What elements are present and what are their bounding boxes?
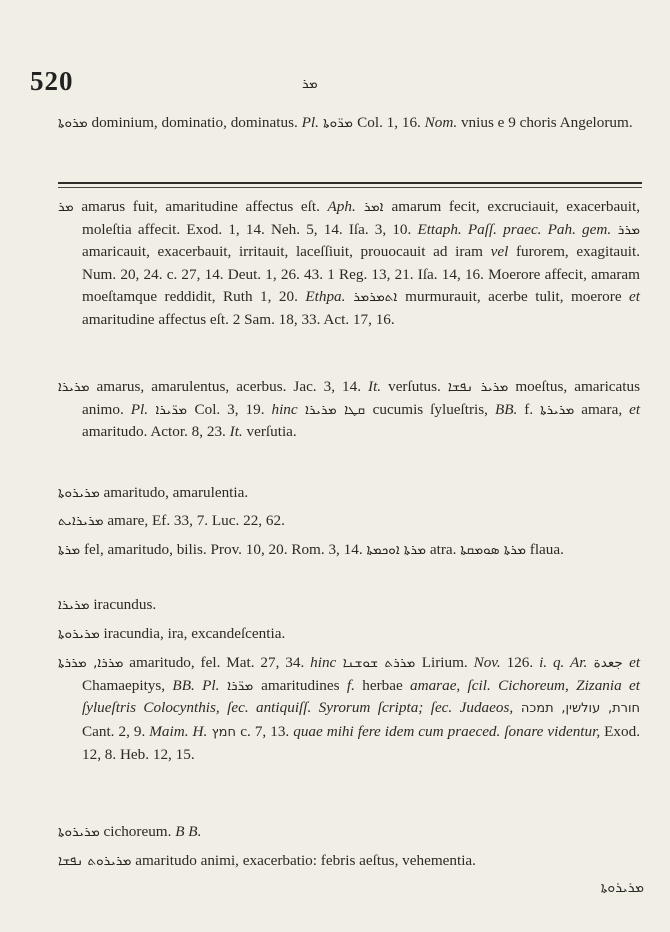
source-abbrev: Maim. H. [149,722,208,740]
conjunction: vel [490,243,509,261]
dictionary-entry [58,482,640,505]
grammar-label: Nom. [424,114,458,131]
entry-text: verſutus. [381,378,448,395]
entry-text: moeſtus, amaricatus animo. [82,378,641,418]
grammar-label: Ethpa. [305,288,346,306]
entry-text: Chamaepitys, [82,676,173,694]
entry-text: Cant. 2, 9. [82,722,150,740]
source-abbrev: BB. [494,400,518,418]
entry-text: amarum fecit, excruciauit, exacerbauit, moleſtia affecit. Exod. 1, 14. Neh. 5, 14. Iſa. 3, 10. [82,198,641,238]
dictionary-entry [58,623,640,646]
dictionary-entry [58,376,640,444]
syriac-form: ܡܪܬܐ ܐܘܟܡܬܐ [366,542,427,558]
entry-headword: ܡܪܝܪܘܬܐ [58,626,100,642]
entry-text: herbae [354,676,411,694]
dictionary-entry [58,112,640,135]
syriac-form: ܡܪܪܬ ܫܘܫܢܐ [336,655,422,671]
entry-text: amaritudo, amarulentia. [99,484,249,501]
entry-text: amaritudo animi, exacerbatio: febris aeſtus, vehementia. [131,852,476,869]
running-head: ܡܪ [302,76,318,92]
hebrew-form: חמץ [207,724,241,740]
syriac-form: ܡܪ̈ܘܬܐ [318,115,358,131]
conjunction: et [629,654,641,671]
entry-text: amaritudo, fel. Mat. 27, 34. [123,654,311,671]
entry-headword: ܡܪܬܐ [58,542,81,558]
grammar-label: Pl. [202,676,220,694]
entry-text: amaricauit, exacerbauit, irritauit, laceſſiuit, prouocauit ad iram [82,243,491,261]
dictionary-entry [58,196,640,332]
entry-headword: ܡܪܪܐ, ܡܪܪܬܐ [58,655,124,671]
dictionary-entry [58,821,640,844]
entry-text: f. [517,400,541,418]
entry-text: Col. 1, 16. [357,114,425,131]
italic-gloss: amarae, ſcil. Cichoreum, Zizania et ſylueſtris Colocynthis, ſec. antiquiſſ. Syrorum ſcripta; ſec. Judaeos, [82,676,640,717]
entry-headword: ܡܪܘܬܐ [58,115,88,131]
grammar-label: It. [368,378,382,395]
dictionary-entry [58,594,640,617]
conjunction: et [629,400,641,418]
entry-headword: ܡܪܝܪܐ [58,379,90,395]
grammar-label: Aph. [327,198,356,215]
entry-text: cucumis ſylueſtris, [372,400,495,418]
grammar-label: i. q. Ar. [539,654,588,671]
syriac-form: ܡܪܬܐ ܣܘܡܩܬܐ [460,542,526,558]
source-abbrev: Nov. [473,654,501,671]
dictionary-entry [58,652,640,767]
entry-headword: ܡܪ [58,199,74,215]
entry-text: amarus fuit, amaritudine affectus eſt. [73,198,328,215]
entry-text: 126. [500,654,540,671]
syriac-form: ܩܛܐ ܡܪܝܪܐ [297,401,373,418]
page-number: 520 [30,66,74,96]
grammar-label: hinc [271,400,298,418]
source-abbrev: B B. [175,823,202,840]
syriac-form: ܡܪܝܪܬܐ [540,401,575,418]
catchword: ܡܪܝܪܘܬܐ [600,880,644,896]
grammar-label: Ettaph. Paſſ. praec. Pah. gem. [417,220,612,238]
entry-text: fel, amaritudo, bilis. Prov. 10, 20. Rom. 3, 14. [80,541,367,558]
syriac-form: ܡܪ̈ܪܐ [219,677,262,694]
syriac-form: ܡܪܝܪ ܢܦܫܐ [447,379,509,395]
entry-headword: ܡܪܝܪܐ [58,597,90,613]
syriac-form: ܐܡܪ [355,199,392,215]
arabic-form: جعدة [587,655,630,671]
entry-text: Exod. 12, 8. Heb. 12, 15. [82,722,640,764]
entry-text: verſutia. [242,423,297,441]
entry-text: amara, [574,400,630,418]
syriac-form: ܡܪ̈ܝܪܐ [148,401,195,418]
dictionary-entry [58,539,640,562]
separator-rule [58,187,642,188]
entry-text: flaua. [525,541,564,558]
italic-gloss: quae mihi fere idem cum praeced. ſonare videntur, [293,722,601,740]
entry-text: furorem, exagitauit. Num. 20, 24. c. 27, 14. Deut. 1, 26. 43. 1 Reg. 13, 21. Iſa. 14, 16. Moerore affecit, amaram moeſtamque reddidit, Ruth 1, 20. [82,243,641,306]
entry-text: iracundus. [89,596,157,613]
conjunction: et [629,288,640,306]
entry-text: amarus, amarulentus, acerbus. Jac. 3, 14. [89,378,369,395]
syriac-form: ܐܬܡܪܡܪ [345,289,406,306]
hebrew-form: חורת, עולשין, תמכה [513,701,640,717]
entry-headword: ܡܪܝܪܘܬܐ [58,824,100,840]
entry-text: Lirium. [421,654,474,671]
grammar-label: Pl. [301,114,319,131]
entry-text: amaritudo. Actor. 8, 23. [82,423,230,441]
entry-headword: ܡܪܝܪܐܝܬ [58,513,104,529]
entry-text: Col. 3, 19. [194,400,272,418]
dictionary-entry [58,510,640,533]
grammar-label: It. [229,423,243,441]
entry-text: murmurauit, acerbe tulit, moerore [405,288,630,306]
syriac-form: ܡܪܪ [611,221,641,238]
entry-text: vnius e 9 choris Angelorum. [457,114,633,131]
source-abbrev: BB. [172,676,195,694]
dictionary-entry [58,850,640,873]
entry-headword: ܡܪܝܪܘܬ ܢܦܫܐ [58,853,132,869]
entry-headword: ܡܪܝܪܘܬܐ [58,485,100,501]
entry-text: cichoreum. [99,823,176,840]
entry-text: amaritudine affectus eſt. 2 Sam. 18, 33. Act. 17, 16. [82,310,395,328]
grammar-label: Pl. [130,400,149,418]
grammar-label: f. [346,676,355,694]
entry-text: iracundia, ira, excandeſcentia. [99,625,286,642]
entry-text: amaritudines [261,676,347,694]
entry-text: c. 7, 13. [240,722,294,740]
entry-text: amare, Ef. 33, 7. Luc. 22, 62. [103,512,285,529]
grammar-label: hinc [310,654,337,671]
entry-text: atra. [426,541,461,558]
separator-rule [58,182,642,184]
entry-text: dominium, dominatio, dominatus. [87,114,302,131]
